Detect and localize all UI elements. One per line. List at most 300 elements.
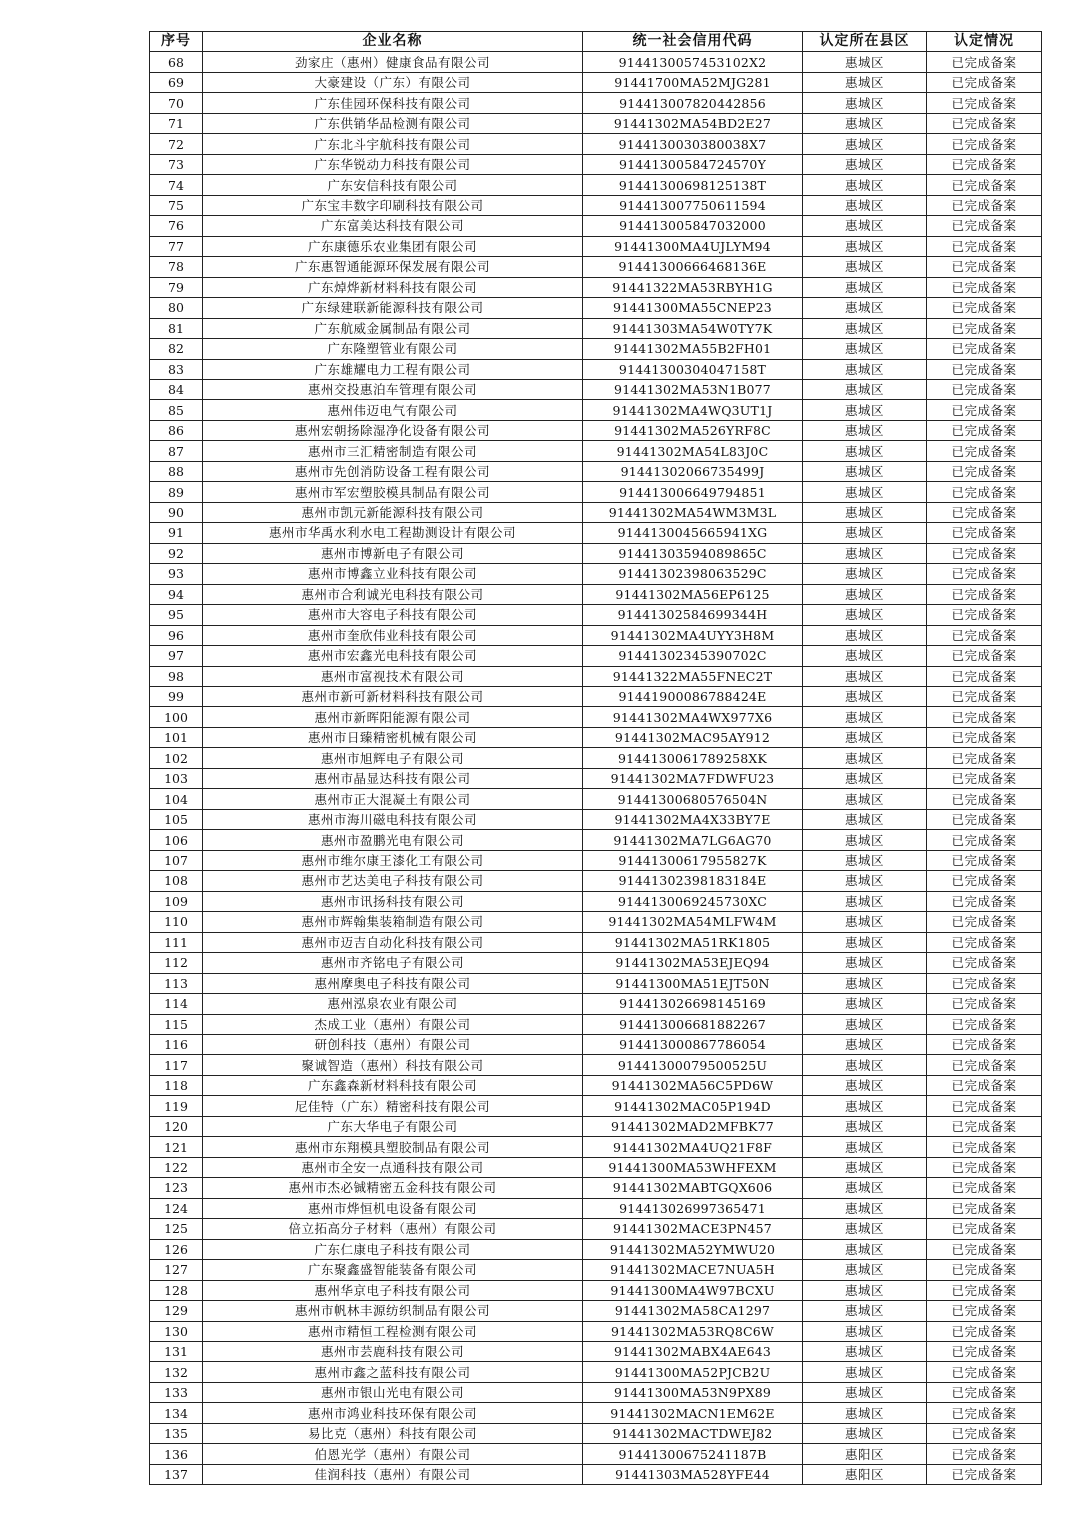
district: 惠城区: [803, 400, 927, 420]
status: 已完成备案: [927, 707, 1042, 727]
district: 惠阳区: [803, 1464, 927, 1484]
credit-code: 91441302MA53EJEQ94: [583, 953, 803, 973]
credit-code: 91441302MA55B2FH01: [583, 339, 803, 359]
credit-code: 91441302MA4X33BY7E: [583, 809, 803, 829]
company-name: 惠州市精恒工程检测有限公司: [203, 1321, 583, 1341]
credit-code: 91441302MA54WM3M3L: [583, 502, 803, 522]
credit-code: 91441302MA54L83J0C: [583, 441, 803, 461]
status: 已完成备案: [927, 1116, 1042, 1136]
district: 惠城区: [803, 1403, 927, 1423]
district: 惠城区: [803, 1219, 927, 1239]
table-row: [150, 236, 1042, 256]
credit-code: 91441302MA7FDWFU23: [583, 768, 803, 788]
row-index: 93: [150, 564, 203, 584]
status: 已完成备案: [927, 257, 1042, 277]
district: 惠城区: [803, 93, 927, 113]
district: 惠城区: [803, 850, 927, 870]
company-name: 聚诚智造（惠州）科技有限公司: [203, 1055, 583, 1075]
company-name: 惠州市凯元新能源科技有限公司: [203, 502, 583, 522]
district: 惠城区: [803, 154, 927, 174]
credit-code: 91441302MA56EP6125: [583, 584, 803, 604]
status: 已完成备案: [927, 400, 1042, 420]
credit-code: 91441302MA4WX977X6: [583, 707, 803, 727]
district: 惠城区: [803, 932, 927, 952]
credit-code: 91441302MA52YMWU20: [583, 1239, 803, 1259]
header-credit-code: 统一社会信用代码: [583, 32, 803, 52]
company-name: 惠州市辉翰集装箱制造有限公司: [203, 912, 583, 932]
table-row: [150, 666, 1042, 686]
district: 惠城区: [803, 236, 927, 256]
credit-code: 914413005847032000: [583, 216, 803, 236]
company-name: 尼佳特（广东）精密科技有限公司: [203, 1096, 583, 1116]
district: 惠城区: [803, 912, 927, 932]
table-row: [150, 1157, 1042, 1177]
company-name: 惠州市烨恒机电设备有限公司: [203, 1198, 583, 1218]
status: 已完成备案: [927, 93, 1042, 113]
credit-code: 91441300666468136E: [583, 257, 803, 277]
company-name: 广东鑫森新材料科技有限公司: [203, 1075, 583, 1095]
status: 已完成备案: [927, 564, 1042, 584]
company-name: 惠州市帆林丰源纺织制品有限公司: [203, 1301, 583, 1321]
status: 已完成备案: [927, 1034, 1042, 1054]
status: 已完成备案: [927, 646, 1042, 666]
status: 已完成备案: [927, 1321, 1042, 1341]
status: 已完成备案: [927, 1014, 1042, 1034]
district: 惠城区: [803, 707, 927, 727]
table-row: [150, 707, 1042, 727]
table-row: [150, 482, 1042, 502]
row-index: 80: [150, 298, 203, 318]
company-name: 惠州市旭辉电子有限公司: [203, 748, 583, 768]
status: 已完成备案: [927, 830, 1042, 850]
table-row: [150, 72, 1042, 92]
credit-code: 91441302MA4UYY3H8M: [583, 625, 803, 645]
credit-code: 91441300MA55CNEP23: [583, 298, 803, 318]
district: 惠城区: [803, 809, 927, 829]
company-name: 惠州市新晖阳能源有限公司: [203, 707, 583, 727]
status: 已完成备案: [927, 134, 1042, 154]
company-name: 惠州市盈鹏光电有限公司: [203, 830, 583, 850]
district: 惠城区: [803, 257, 927, 277]
district: 惠城区: [803, 379, 927, 399]
district: 惠城区: [803, 605, 927, 625]
table-row: [150, 687, 1042, 707]
company-name: 惠州市鑫之蓝科技有限公司: [203, 1362, 583, 1382]
table-row: [150, 379, 1042, 399]
status: 已完成备案: [927, 748, 1042, 768]
table-row: [150, 318, 1042, 338]
table-row: [150, 52, 1042, 72]
company-name: 广东雄耀电力工程有限公司: [203, 359, 583, 379]
company-name: 易比克（惠州）科技有限公司: [203, 1423, 583, 1443]
credit-code: 91441300MA52PJCB2U: [583, 1362, 803, 1382]
credit-code: 91441302MA54BD2E27: [583, 113, 803, 133]
row-index: 124: [150, 1198, 203, 1218]
table-row: [150, 1096, 1042, 1116]
status: 已完成备案: [927, 236, 1042, 256]
table-row: [150, 216, 1042, 236]
credit-code: 91441300304047158T: [583, 359, 803, 379]
row-index: 76: [150, 216, 203, 236]
credit-code: 91441302MACN1EM62E: [583, 1403, 803, 1423]
district: 惠城区: [803, 543, 927, 563]
district: 惠城区: [803, 727, 927, 747]
district: 惠城区: [803, 1137, 927, 1157]
table-row: [150, 461, 1042, 481]
company-name: 广东聚鑫盛智能装备有限公司: [203, 1260, 583, 1280]
table-row: [150, 789, 1042, 809]
company-name: 惠州市晶显达科技有限公司: [203, 768, 583, 788]
district: 惠城区: [803, 52, 927, 72]
district: 惠城区: [803, 871, 927, 891]
status: 已完成备案: [927, 1403, 1042, 1423]
district: 惠城区: [803, 1178, 927, 1198]
status: 已完成备案: [927, 953, 1042, 973]
table-row: [150, 400, 1042, 420]
table-row: [150, 420, 1042, 440]
district: 惠城区: [803, 1198, 927, 1218]
district: 惠城区: [803, 687, 927, 707]
table-row: [150, 113, 1042, 133]
district: 惠城区: [803, 1382, 927, 1402]
company-name: 惠州市三汇精密制造有限公司: [203, 441, 583, 461]
district: 惠城区: [803, 1301, 927, 1321]
company-name: 惠州泓泉农业有限公司: [203, 994, 583, 1014]
company-name: 惠州市合利诚光电科技有限公司: [203, 584, 583, 604]
row-index: 102: [150, 748, 203, 768]
credit-code: 91441302MAC95AY912: [583, 727, 803, 747]
status: 已完成备案: [927, 339, 1042, 359]
company-name: 惠州市宏鑫光电科技有限公司: [203, 646, 583, 666]
district: 惠城区: [803, 461, 927, 481]
credit-code: 91441302MABX4AE643: [583, 1342, 803, 1362]
credit-code: 9144130061789258XK: [583, 748, 803, 768]
table-row: [150, 1055, 1042, 1075]
row-index: 135: [150, 1423, 203, 1443]
status: 已完成备案: [927, 1219, 1042, 1239]
status: 已完成备案: [927, 420, 1042, 440]
status: 已完成备案: [927, 482, 1042, 502]
company-name: 惠州市艺达美电子科技有限公司: [203, 871, 583, 891]
row-index: 134: [150, 1403, 203, 1423]
company-name: 广东富美达科技有限公司: [203, 216, 583, 236]
credit-code: 91441900086788424E: [583, 687, 803, 707]
row-index: 72: [150, 134, 203, 154]
table-header-row: [150, 32, 1042, 52]
table-row: [150, 134, 1042, 154]
table-row: [150, 1444, 1042, 1464]
row-index: 120: [150, 1116, 203, 1136]
credit-code: 91441300MA4W97BCXU: [583, 1280, 803, 1300]
table-row: [150, 748, 1042, 768]
row-index: 74: [150, 175, 203, 195]
status: 已完成备案: [927, 72, 1042, 92]
district: 惠城区: [803, 1321, 927, 1341]
district: 惠城区: [803, 830, 927, 850]
status: 已完成备案: [927, 891, 1042, 911]
row-index: 70: [150, 93, 203, 113]
company-name: 惠州市银山光电有限公司: [203, 1382, 583, 1402]
table-row: [150, 1403, 1042, 1423]
status: 已完成备案: [927, 441, 1042, 461]
table-row: [150, 809, 1042, 829]
row-index: 84: [150, 379, 203, 399]
row-index: 115: [150, 1014, 203, 1034]
district: 惠城区: [803, 748, 927, 768]
district: 惠城区: [803, 789, 927, 809]
row-index: 77: [150, 236, 203, 256]
table-row: [150, 768, 1042, 788]
status: 已完成备案: [927, 1239, 1042, 1259]
district: 惠城区: [803, 339, 927, 359]
table-row: [150, 502, 1042, 522]
row-index: 108: [150, 871, 203, 891]
table-row: [150, 625, 1042, 645]
credit-code: 91441302MA56C5PD6W: [583, 1075, 803, 1095]
table-body: [150, 52, 1042, 1485]
row-index: 106: [150, 830, 203, 850]
company-name: 惠州市海川磁电科技有限公司: [203, 809, 583, 829]
company-name: 广东康德乐农业集团有限公司: [203, 236, 583, 256]
table-row: [150, 1321, 1042, 1341]
table-row: [150, 564, 1042, 584]
credit-code: 91441300617955827K: [583, 850, 803, 870]
district: 惠城区: [803, 1034, 927, 1054]
row-index: 83: [150, 359, 203, 379]
status: 已完成备案: [927, 912, 1042, 932]
row-index: 107: [150, 850, 203, 870]
status: 已完成备案: [927, 318, 1042, 338]
row-index: 91: [150, 523, 203, 543]
row-index: 116: [150, 1034, 203, 1054]
table-row: [150, 1178, 1042, 1198]
district: 惠城区: [803, 1260, 927, 1280]
row-index: 133: [150, 1382, 203, 1402]
company-name: 广东佳园环保科技有限公司: [203, 93, 583, 113]
table-row: [150, 523, 1042, 543]
status: 已完成备案: [927, 1198, 1042, 1218]
row-index: 122: [150, 1157, 203, 1177]
row-index: 89: [150, 482, 203, 502]
table-row: [150, 1116, 1042, 1136]
company-name: 惠州市鸿业科技环保有限公司: [203, 1403, 583, 1423]
table-row: [150, 298, 1042, 318]
row-index: 78: [150, 257, 203, 277]
company-name: 惠州市维尔康王漆化工有限公司: [203, 850, 583, 870]
row-index: 82: [150, 339, 203, 359]
credit-code: 9144130030380038X7: [583, 134, 803, 154]
credit-code: 91441302066735499J: [583, 461, 803, 481]
company-name: 伯恩光学（惠州）有限公司: [203, 1444, 583, 1464]
row-index: 86: [150, 420, 203, 440]
row-index: 97: [150, 646, 203, 666]
status: 已完成备案: [927, 850, 1042, 870]
status: 已完成备案: [927, 1096, 1042, 1116]
table-row: [150, 850, 1042, 870]
district: 惠城区: [803, 1014, 927, 1034]
table-row: [150, 175, 1042, 195]
status: 已完成备案: [927, 1423, 1042, 1443]
status: 已完成备案: [927, 1260, 1042, 1280]
status: 已完成备案: [927, 461, 1042, 481]
status: 已完成备案: [927, 1301, 1042, 1321]
row-index: 132: [150, 1362, 203, 1382]
table-row: [150, 1342, 1042, 1362]
credit-code: 91441302345390702C: [583, 646, 803, 666]
row-index: 100: [150, 707, 203, 727]
table-row: [150, 257, 1042, 277]
status: 已完成备案: [927, 871, 1042, 891]
row-index: 71: [150, 113, 203, 133]
credit-code: 91441302MA53RQ8C6W: [583, 1321, 803, 1341]
district: 惠城区: [803, 768, 927, 788]
table-row: [150, 605, 1042, 625]
district: 惠城区: [803, 1423, 927, 1443]
status: 已完成备案: [927, 502, 1042, 522]
company-name: 广东焯烨新材料科技有限公司: [203, 277, 583, 297]
credit-code: 91441303MA528YFE44: [583, 1464, 803, 1484]
credit-code: 91441302MA58CA1297: [583, 1301, 803, 1321]
table-row: [150, 1260, 1042, 1280]
credit-code: 91441302MA7LG6AG70: [583, 830, 803, 850]
table-row: [150, 912, 1042, 932]
credit-code: 914413006649794851: [583, 482, 803, 502]
row-index: 68: [150, 52, 203, 72]
credit-code: 91441302MA53N1B077: [583, 379, 803, 399]
table-row: [150, 441, 1042, 461]
row-index: 69: [150, 72, 203, 92]
row-index: 130: [150, 1321, 203, 1341]
status: 已完成备案: [927, 216, 1042, 236]
district: 惠城区: [803, 1280, 927, 1300]
credit-code: 914413006681882267: [583, 1014, 803, 1034]
row-index: 109: [150, 891, 203, 911]
credit-code: 9144130069245730XC: [583, 891, 803, 911]
district: 惠城区: [803, 891, 927, 911]
district: 惠城区: [803, 1075, 927, 1095]
header-company-name: 企业名称: [203, 32, 583, 52]
credit-code: 91441700MA52MJG281: [583, 72, 803, 92]
status: 已完成备案: [927, 1055, 1042, 1075]
company-name: 佳润科技（惠州）有限公司: [203, 1464, 583, 1484]
company-name: 广东隆塑管业有限公司: [203, 339, 583, 359]
table-row: [150, 932, 1042, 952]
status: 已完成备案: [927, 1464, 1042, 1484]
credit-code: 91441303MA54W0TY7K: [583, 318, 803, 338]
district: 惠城区: [803, 666, 927, 686]
row-index: 92: [150, 543, 203, 563]
company-name: 广东绿建联新能源科技有限公司: [203, 298, 583, 318]
row-index: 105: [150, 809, 203, 829]
table-row: [150, 1301, 1042, 1321]
district: 惠城区: [803, 1157, 927, 1177]
district: 惠城区: [803, 1096, 927, 1116]
status: 已完成备案: [927, 175, 1042, 195]
district: 惠城区: [803, 175, 927, 195]
table-row: [150, 93, 1042, 113]
company-name: 惠州市芸鹿科技有限公司: [203, 1342, 583, 1362]
district: 惠城区: [803, 420, 927, 440]
district: 惠城区: [803, 625, 927, 645]
credit-code: 91441302MAD2MFBK77: [583, 1116, 803, 1136]
company-name: 惠州市华禹水利水电工程勘测设计有限公司: [203, 523, 583, 543]
row-index: 101: [150, 727, 203, 747]
row-index: 90: [150, 502, 203, 522]
credit-code: 91441300584724570Y: [583, 154, 803, 174]
row-index: 103: [150, 768, 203, 788]
row-index: 110: [150, 912, 203, 932]
company-name: 倍立拓高分子材料（惠州）有限公司: [203, 1219, 583, 1239]
table-row: [150, 1464, 1042, 1484]
district: 惠城区: [803, 134, 927, 154]
company-name: 杰成工业（惠州）有限公司: [203, 1014, 583, 1034]
status: 已完成备案: [927, 605, 1042, 625]
credit-code: 9144130045665941XG: [583, 523, 803, 543]
credit-code: 914413007750611594: [583, 195, 803, 215]
status: 已完成备案: [927, 687, 1042, 707]
credit-code: 91441302MACTDWEJ82: [583, 1423, 803, 1443]
table-row: [150, 584, 1042, 604]
company-name: 广东仁康电子科技有限公司: [203, 1239, 583, 1259]
table-row: [150, 1198, 1042, 1218]
status: 已完成备案: [927, 625, 1042, 645]
table-row: [150, 1014, 1042, 1034]
district: 惠城区: [803, 1055, 927, 1075]
credit-code: 914413000867786054: [583, 1034, 803, 1054]
company-name: 惠州市博新电子有限公司: [203, 543, 583, 563]
row-index: 119: [150, 1096, 203, 1116]
status: 已完成备案: [927, 1382, 1042, 1402]
district: 惠城区: [803, 195, 927, 215]
district: 惠阳区: [803, 1444, 927, 1464]
table-row: [150, 891, 1042, 911]
status: 已完成备案: [927, 113, 1042, 133]
company-name: 广东安信科技有限公司: [203, 175, 583, 195]
credit-code: 91441300698125138T: [583, 175, 803, 195]
status: 已完成备案: [927, 52, 1042, 72]
company-name: 惠州宏朝扬除湿净化设备有限公司: [203, 420, 583, 440]
district: 惠城区: [803, 298, 927, 318]
company-name: 广东大华电子有限公司: [203, 1116, 583, 1136]
district: 惠城区: [803, 1362, 927, 1382]
status: 已完成备案: [927, 1157, 1042, 1177]
district: 惠城区: [803, 1116, 927, 1136]
district: 惠城区: [803, 1342, 927, 1362]
company-name: 惠州市富视技术有限公司: [203, 666, 583, 686]
company-name: 广东航威金属制品有限公司: [203, 318, 583, 338]
table-row: [150, 1280, 1042, 1300]
company-name: 惠州市讯扬科技有限公司: [203, 891, 583, 911]
credit-code: 91441302MA4WQ3UT1J: [583, 400, 803, 420]
company-name: 惠州市先创消防设备工程有限公司: [203, 461, 583, 481]
credit-code: 91441302MA54MLFW4M: [583, 912, 803, 932]
district: 惠城区: [803, 441, 927, 461]
company-name: 大豪建设（广东）有限公司: [203, 72, 583, 92]
district: 惠城区: [803, 277, 927, 297]
credit-code: 91441302MACE7NUA5H: [583, 1260, 803, 1280]
credit-code: 91441302MABTGQX606: [583, 1178, 803, 1198]
credit-code: 91441302MA51RK1805: [583, 932, 803, 952]
row-index: 73: [150, 154, 203, 174]
company-name: 惠州交投惠泊车管理有限公司: [203, 379, 583, 399]
credit-code: 91441300MA53N9PX89: [583, 1382, 803, 1402]
status: 已完成备案: [927, 768, 1042, 788]
row-index: 131: [150, 1342, 203, 1362]
row-index: 94: [150, 584, 203, 604]
district: 惠城区: [803, 584, 927, 604]
row-index: 79: [150, 277, 203, 297]
district: 惠城区: [803, 646, 927, 666]
